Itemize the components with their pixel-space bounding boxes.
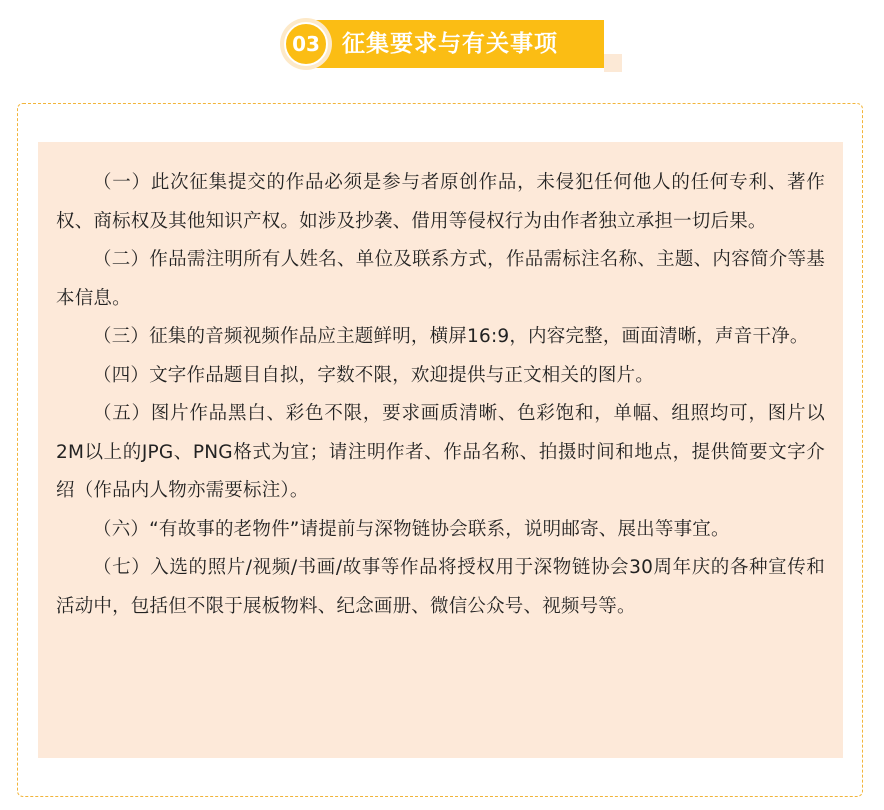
requirement-item-3: （三）征集的音频视频作品应主题鲜明，横屏16:9，内容完整，画面清晰，声音干净。 [93,326,809,347]
requirement-item-1: （一）此次征集提交的作品必须是参与者原创作品，未侵犯任何他人的任何专利、著作权、商标权及其他知识产权。如涉及抄袭、借用等侵权行为由作者独立承担一切后果。 [56,172,825,232]
requirements-panel [38,142,843,758]
requirement-item-5: （五）图片作品黑白、彩色不限，要求画质清晰、色彩饱和，单幅、组照均可，图片以2M以上的JPG、PNG格式为宜；请注明作者、作品名称、拍摄时间和地点，提供简要文字介绍（作品内人物亦需要标注）。 [56,403,825,501]
header-shadow-block [604,54,622,72]
requirement-item-7: （七）入选的照片/视频/书画/故事等作品将授权用于深物链协会30周年庆的各种宣传和活动中，包括但不限于展板物料、纪念画册、微信公众号、视频号等。 [56,557,825,617]
section-header [280,18,620,74]
requirement-item-2: （二）作品需注明所有人姓名、单位及联系方式，作品需标注名称、主题、内容简介等基本信息。 [56,249,825,309]
section-number-badge [280,18,332,70]
section-title: 征集要求与有关事项 [342,31,558,57]
section-number: 03 [284,22,328,66]
requirement-item-4: （四）文字作品题目自拟，字数不限，欢迎提供与正文相关的图片。 [93,364,655,386]
requirement-item-6: （六）“有故事的老物件”请提前与深物链协会联系，说明邮寄、展出等事宜。 [93,518,730,540]
